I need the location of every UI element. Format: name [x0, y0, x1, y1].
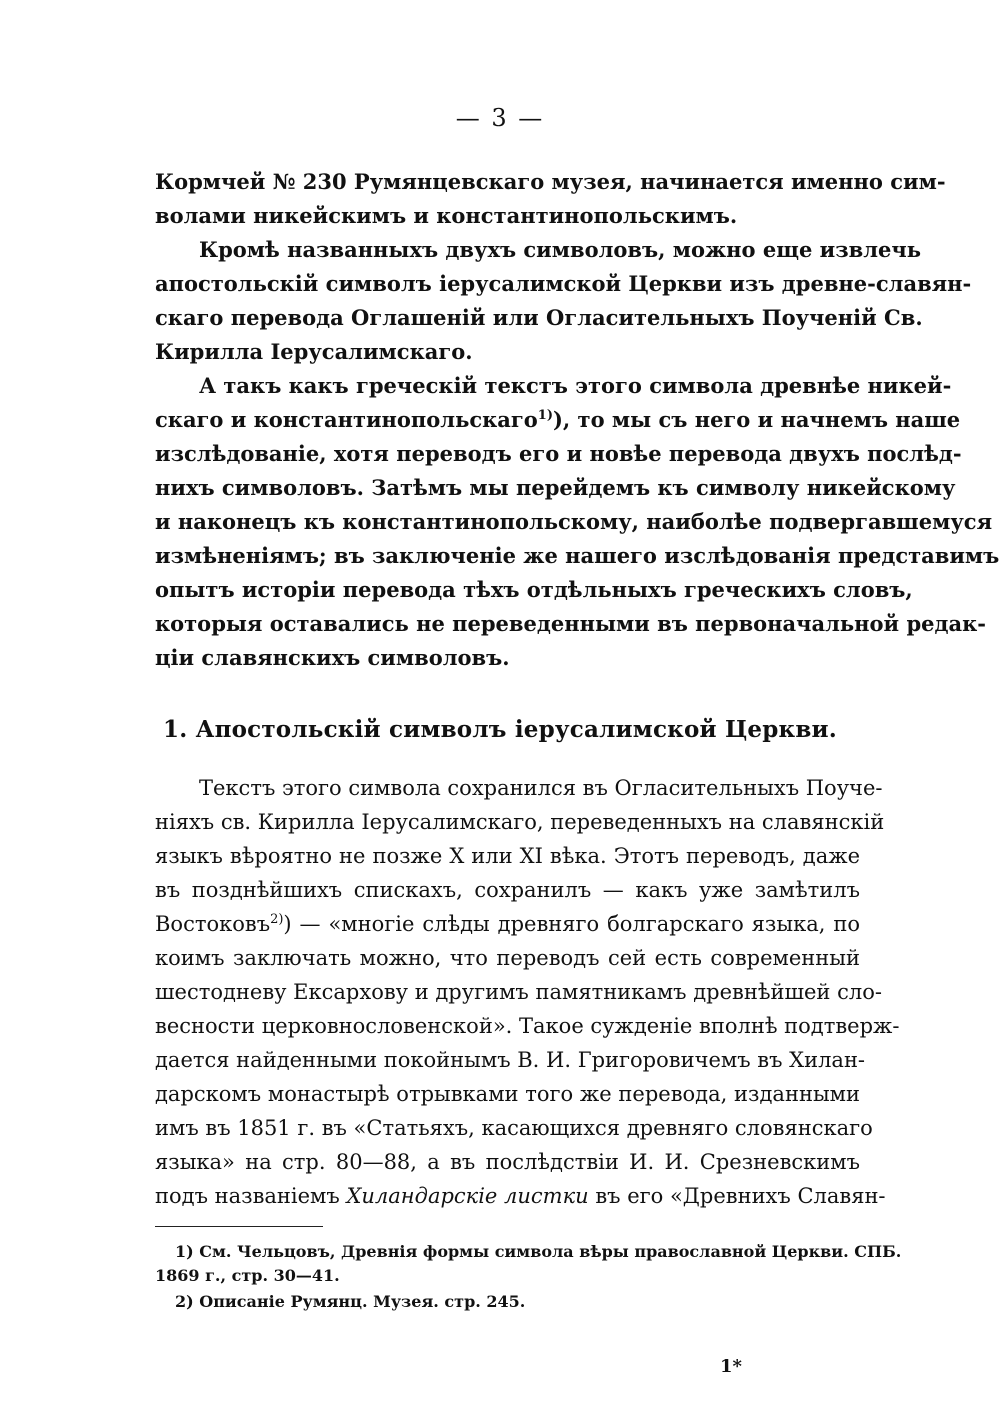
text-line: Кромѣ названныхъ двухъ символовъ, можно еще извлечь: [199, 237, 921, 262]
footnote-ref[interactable]: [538, 408, 553, 423]
text-fragment: Востоковъ: [155, 912, 271, 936]
footnote-line: 1) См. Чельцовъ, Древнія формы символа вѣры православной Церкви. СПБ.: [175, 1242, 902, 1261]
text-line: и наконецъ къ константинопольскому, наиболѣе подвергавшемуся: [155, 509, 993, 534]
text-line: скаго перевода Оглашеній или Огласительныхъ Поученій Св.: [155, 305, 923, 330]
text-line: изслѣдованіе, хотя переводъ его и новѣе перевода двухъ послѣд-: [155, 441, 962, 466]
text-line: опытъ исторіи перевода тѣхъ отдѣльныхъ греческихъ словъ,: [155, 577, 913, 602]
text-line: [155, 1182, 886, 1210]
signature-mark: 1*: [720, 1356, 742, 1377]
text-line: весности церковнословенской». Такое сужденіе вполнѣ подтверж-: [155, 1014, 900, 1038]
footnote-divider: [155, 1226, 323, 1227]
text-line: [155, 406, 961, 434]
footnote-ref-label: 1): [537, 408, 553, 423]
footnote-ref[interactable]: [270, 912, 283, 927]
text-line: ніяхъ св. Кирилла Іерусалимскаго, переведенныхъ на славянскій: [155, 810, 885, 834]
text-fragment: подъ названіемъ: [155, 1184, 347, 1208]
section-heading: 1. Апостольскій символъ іерусалимской Церкви.: [163, 716, 837, 743]
text-line: ціи славянскихъ символовъ.: [155, 645, 510, 670]
text-fragment: ) — «многіе слѣды древняго болгарскаго языка, по: [283, 912, 860, 936]
text-line: дарскомъ монастырѣ отрывками того же перевода, изданными: [155, 1082, 860, 1106]
footnote-ref-label: 2): [270, 912, 284, 927]
footnote-line: 2) Описаніе Румянц. Музея. стр. 245.: [175, 1292, 526, 1311]
text-line: языкъ вѣроятно не позже X или XI вѣка. Этотъ переводъ, даже: [155, 844, 860, 868]
text-line: коимъ заключать можно, что переводъ сей есть современный: [155, 946, 860, 970]
text-line: въ позднѣйшихъ спискахъ, сохранилъ — какъ уже замѣтилъ: [155, 878, 860, 902]
text-line: которыя оставались не переведенными въ первоначальной редак-: [155, 611, 986, 636]
text-fragment: скаго и константинопольскаго: [155, 407, 538, 432]
italic-title: Хиландарскіе листки: [346, 1184, 589, 1208]
text-fragment: въ его «Древнихъ Славян-: [588, 1184, 886, 1208]
text-line: А такъ какъ греческій текстъ этого символа древнѣе никей-: [199, 373, 952, 398]
text-line: [155, 910, 860, 938]
text-line: шестодневу Ексархову и другимъ памятникамъ древнѣйшей сло-: [155, 980, 882, 1004]
text-line: имъ въ 1851 г. въ «Статьяхъ, касающихся древняго словянскаго: [155, 1116, 873, 1140]
text-line: волами никейскимъ и константинопольскимъ.: [155, 203, 738, 228]
page-header: — 3 —: [455, 104, 545, 132]
text-line: Кирилла Іерусалимскаго.: [155, 339, 473, 364]
text-line: Кормчей № 230 Румянцевскаго музея, начинается именно сим-: [155, 169, 946, 194]
text-line: дается найденными покойнымъ В. И. Григоровичемъ въ Хилан-: [155, 1048, 866, 1072]
footnote-line: 1869 г., стр. 30—41.: [155, 1266, 340, 1285]
text-line: Текстъ этого символа сохранился въ Огласительныхъ Поуче-: [199, 776, 883, 800]
text-line: нихъ символовъ. Затѣмъ мы перейдемъ къ символу никейскому: [155, 475, 956, 500]
text-line: измѣненіямъ; въ заключеніе же нашего изслѣдованія представимъ: [155, 543, 1000, 568]
text-fragment: ), то мы съ него и начнемъ наше: [553, 407, 961, 432]
text-line: языка» на стр. 80—88, а въ послѣдствіи И. И. Срезневскимъ: [155, 1150, 860, 1174]
text-line: апостольскій символъ іерусалимской Церкви изъ древне-славян-: [155, 271, 972, 296]
